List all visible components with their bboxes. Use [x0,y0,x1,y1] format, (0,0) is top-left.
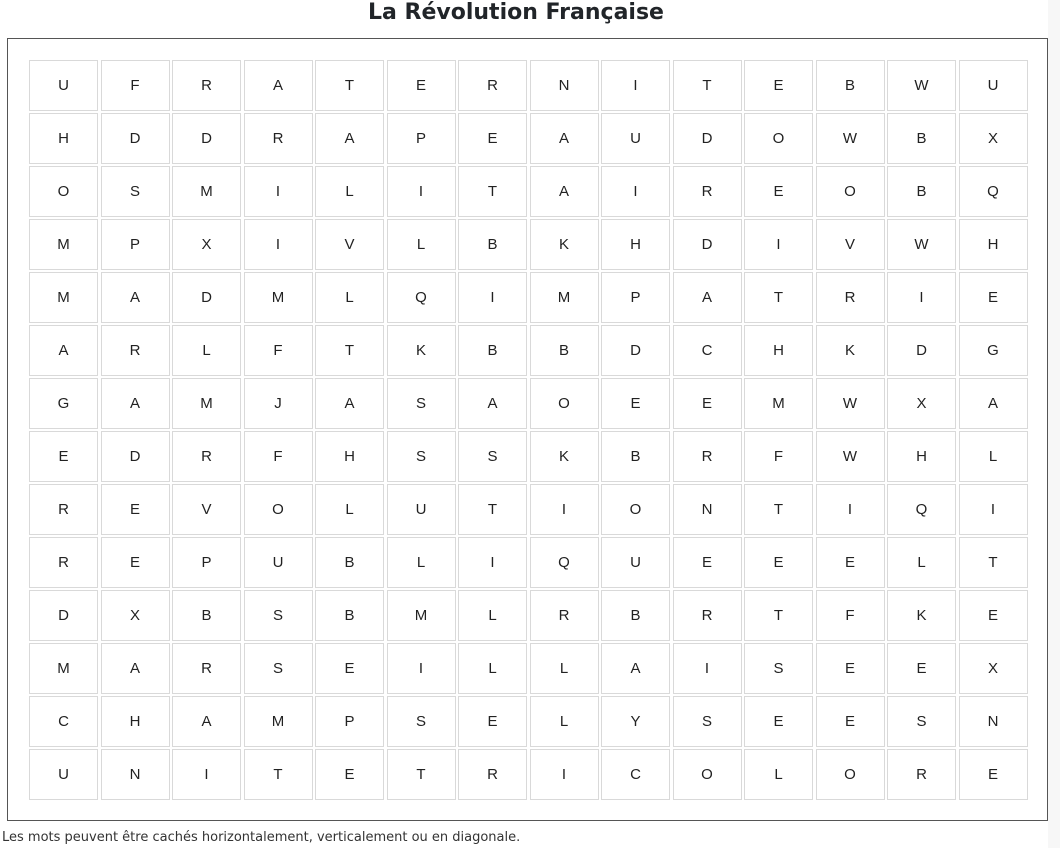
grid-cell[interactable]: W [887,60,956,111]
scrollbar-track[interactable] [1048,0,1060,848]
grid-cell[interactable]: R [244,113,313,164]
grid-cell[interactable]: S [387,378,456,429]
grid-cell[interactable]: O [244,484,313,535]
grid-cell[interactable]: B [458,325,527,376]
grid-cell[interactable]: H [887,431,956,482]
grid-cell[interactable]: E [458,696,527,747]
grid-cell[interactable]: R [530,590,599,641]
grid-cell[interactable]: P [101,219,170,270]
grid-cell[interactable]: I [458,272,527,323]
grid-cell[interactable]: O [29,166,98,217]
grid-cell[interactable]: B [172,590,241,641]
grid-cell[interactable]: L [172,325,241,376]
grid-cell[interactable]: S [744,643,813,694]
grid-cell[interactable]: E [101,484,170,535]
grid-cell[interactable]: O [744,113,813,164]
grid-cell[interactable]: E [387,60,456,111]
grid-cell[interactable]: O [530,378,599,429]
grid-cell[interactable]: L [458,643,527,694]
word-search-grid [29,60,1028,800]
grid-cell[interactable]: R [673,590,742,641]
grid-cell[interactable]: R [172,643,241,694]
grid-cell[interactable]: L [530,643,599,694]
grid-cell[interactable]: F [244,325,313,376]
grid-cell[interactable]: W [887,219,956,270]
grid-cell[interactable]: K [530,431,599,482]
grid-cell[interactable]: S [387,431,456,482]
grid-cell[interactable]: Q [887,484,956,535]
grid-cell[interactable]: I [959,484,1028,535]
grid-cell[interactable]: G [29,378,98,429]
grid-cell[interactable]: T [315,325,384,376]
grid-cell[interactable]: T [959,537,1028,588]
grid-cell[interactable]: A [172,696,241,747]
grid-cell[interactable]: N [530,60,599,111]
grid-cell[interactable]: U [29,60,98,111]
grid-cell[interactable]: M [244,272,313,323]
grid-cell[interactable]: L [458,590,527,641]
grid-cell[interactable]: B [315,537,384,588]
grid-cell[interactable]: B [315,590,384,641]
grid-cell[interactable]: T [458,484,527,535]
grid-cell[interactable]: O [816,749,885,800]
grid-cell[interactable]: D [172,272,241,323]
grid-cell[interactable]: Q [530,537,599,588]
grid-cell[interactable]: I [387,643,456,694]
grid-cell[interactable]: X [959,113,1028,164]
grid-cell[interactable]: C [29,696,98,747]
grid-cell[interactable]: M [29,219,98,270]
grid-cell[interactable]: N [959,696,1028,747]
grid-cell[interactable]: S [673,696,742,747]
grid-cell[interactable]: I [601,60,670,111]
grid-cell[interactable]: E [887,643,956,694]
grid-cell[interactable]: F [244,431,313,482]
grid-cell[interactable]: D [601,325,670,376]
grid-cell[interactable]: F [101,60,170,111]
grid-cell[interactable]: F [744,431,813,482]
grid-cell[interactable]: E [959,272,1028,323]
grid-cell[interactable]: M [744,378,813,429]
grid-cell[interactable]: G [959,325,1028,376]
grid-cell[interactable]: R [172,431,241,482]
grid-cell[interactable]: L [315,166,384,217]
grid-cell[interactable]: W [816,431,885,482]
grid-cell[interactable]: X [101,590,170,641]
grid-cell[interactable]: I [244,166,313,217]
grid-cell[interactable]: T [458,166,527,217]
grid-cell[interactable]: L [530,696,599,747]
grid-cell[interactable]: E [744,696,813,747]
grid-cell[interactable]: E [744,60,813,111]
grid-cell[interactable]: I [673,643,742,694]
grid-cell[interactable]: A [315,113,384,164]
grid-cell[interactable]: I [458,537,527,588]
grid-cell[interactable]: S [458,431,527,482]
grid-cell[interactable]: I [172,749,241,800]
grid-cell[interactable]: A [101,272,170,323]
grid-cell[interactable]: K [816,325,885,376]
grid-cell[interactable]: W [816,378,885,429]
grid-cell[interactable]: L [387,537,456,588]
grid-cell[interactable]: X [887,378,956,429]
grid-cell[interactable]: C [601,749,670,800]
grid-cell[interactable]: R [458,60,527,111]
grid-cell[interactable]: B [458,219,527,270]
grid-cell[interactable]: T [744,484,813,535]
grid-cell[interactable]: H [29,113,98,164]
grid-cell[interactable]: H [315,431,384,482]
grid-cell[interactable]: O [601,484,670,535]
grid-cell[interactable]: U [29,749,98,800]
grid-cell[interactable]: D [29,590,98,641]
grid-cell[interactable]: P [315,696,384,747]
grid-cell[interactable]: R [29,484,98,535]
grid-cell[interactable]: L [887,537,956,588]
grid-cell[interactable]: Q [387,272,456,323]
grid-cell[interactable]: H [101,696,170,747]
grid-cell[interactable]: M [387,590,456,641]
grid-cell[interactable]: W [816,113,885,164]
grid-cell[interactable]: U [601,113,670,164]
grid-cell[interactable]: A [244,60,313,111]
grid-cell[interactable]: T [315,60,384,111]
grid-cell[interactable]: V [816,219,885,270]
grid-cell[interactable]: E [101,537,170,588]
grid-cell[interactable]: H [959,219,1028,270]
grid-cell[interactable]: A [29,325,98,376]
grid-cell[interactable]: B [601,431,670,482]
grid-cell[interactable]: E [29,431,98,482]
grid-cell[interactable]: X [959,643,1028,694]
grid-cell[interactable]: A [101,378,170,429]
grid-cell[interactable]: L [315,484,384,535]
grid-cell[interactable]: A [101,643,170,694]
grid-cell[interactable]: V [172,484,241,535]
grid-cell[interactable]: S [101,166,170,217]
grid-cell[interactable]: I [387,166,456,217]
puzzle-title: La Révolution Française [368,0,664,25]
grid-cell[interactable]: B [530,325,599,376]
grid-cell[interactable]: E [816,696,885,747]
grid-cell[interactable]: S [887,696,956,747]
grid-cell[interactable]: A [530,166,599,217]
grid-cell[interactable]: E [816,537,885,588]
grid-cell[interactable]: U [959,60,1028,111]
grid-cell[interactable]: S [387,696,456,747]
grid-cell[interactable]: I [816,484,885,535]
grid-cell[interactable]: O [816,166,885,217]
grid-cell[interactable]: M [172,378,241,429]
grid-cell[interactable]: S [244,643,313,694]
grid-cell[interactable]: E [673,378,742,429]
grid-cell[interactable]: H [601,219,670,270]
grid-cell[interactable]: R [172,60,241,111]
grid-cell[interactable]: A [315,378,384,429]
grid-cell[interactable]: I [887,272,956,323]
grid-cell[interactable]: C [673,325,742,376]
grid-cell[interactable]: K [530,219,599,270]
grid-cell[interactable]: M [172,166,241,217]
grid-cell[interactable]: A [601,643,670,694]
grid-cell[interactable]: D [101,431,170,482]
grid-cell[interactable]: P [601,272,670,323]
grid-cell[interactable]: E [458,113,527,164]
grid-cell[interactable]: R [673,431,742,482]
grid-cell[interactable]: M [530,272,599,323]
grid-cell[interactable]: L [744,749,813,800]
grid-cell[interactable]: T [244,749,313,800]
grid-cell[interactable]: V [315,219,384,270]
grid-cell[interactable]: R [101,325,170,376]
grid-cell[interactable]: Y [601,696,670,747]
grid-cell[interactable]: X [172,219,241,270]
grid-cell[interactable]: A [530,113,599,164]
grid-cell[interactable]: E [959,590,1028,641]
grid-cell[interactable]: B [887,113,956,164]
grid-cell[interactable]: N [101,749,170,800]
grid-cell[interactable]: R [458,749,527,800]
grid-cell[interactable]: I [601,166,670,217]
grid-cell[interactable]: A [673,272,742,323]
grid-cell[interactable]: H [744,325,813,376]
grid-cell[interactable]: E [744,166,813,217]
grid-cell[interactable]: T [744,272,813,323]
grid-cell[interactable]: A [959,378,1028,429]
grid-cell[interactable]: D [673,113,742,164]
grid-cell[interactable]: T [673,60,742,111]
grid-cell[interactable]: I [744,219,813,270]
grid-cell[interactable]: F [816,590,885,641]
grid-cell[interactable]: U [387,484,456,535]
grid-cell[interactable]: B [601,590,670,641]
grid-cell[interactable]: L [315,272,384,323]
grid-cell[interactable]: P [172,537,241,588]
grid-cell[interactable]: D [101,113,170,164]
grid-cell[interactable]: N [673,484,742,535]
grid-cell[interactable]: D [673,219,742,270]
grid-cell[interactable]: P [387,113,456,164]
grid-cell[interactable]: E [601,378,670,429]
grid-cell[interactable]: A [458,378,527,429]
instructions-text: Les mots peuvent être cachés horizontalement, verticalement ou en diagonale. [2,830,521,845]
grid-cell[interactable]: R [673,166,742,217]
grid-cell[interactable]: U [244,537,313,588]
grid-cell[interactable]: K [887,590,956,641]
grid-cell[interactable]: B [816,60,885,111]
grid-cell[interactable]: M [244,696,313,747]
grid-cell[interactable]: M [29,272,98,323]
grid-cell[interactable]: E [959,749,1028,800]
grid-cell[interactable]: R [816,272,885,323]
grid-cell[interactable]: E [816,643,885,694]
grid-cell[interactable]: I [530,749,599,800]
grid-cell[interactable]: E [315,749,384,800]
grid-cell[interactable]: T [387,749,456,800]
grid-cell[interactable]: K [387,325,456,376]
grid-cell[interactable]: I [244,219,313,270]
grid-cell[interactable]: I [530,484,599,535]
grid-cell[interactable]: R [887,749,956,800]
grid-cell[interactable]: D [172,113,241,164]
grid-cell[interactable]: L [959,431,1028,482]
grid-cell[interactable]: M [29,643,98,694]
grid-cell[interactable]: Q [959,166,1028,217]
grid-cell[interactable]: O [673,749,742,800]
grid-cell[interactable]: D [887,325,956,376]
grid-cell[interactable]: S [244,590,313,641]
grid-cell[interactable]: J [244,378,313,429]
grid-cell[interactable]: L [387,219,456,270]
grid-cell[interactable]: E [673,537,742,588]
grid-cell[interactable]: E [744,537,813,588]
grid-cell[interactable]: E [315,643,384,694]
grid-cell[interactable]: B [887,166,956,217]
grid-cell[interactable]: U [601,537,670,588]
grid-cell[interactable]: T [744,590,813,641]
grid-cell[interactable]: R [29,537,98,588]
